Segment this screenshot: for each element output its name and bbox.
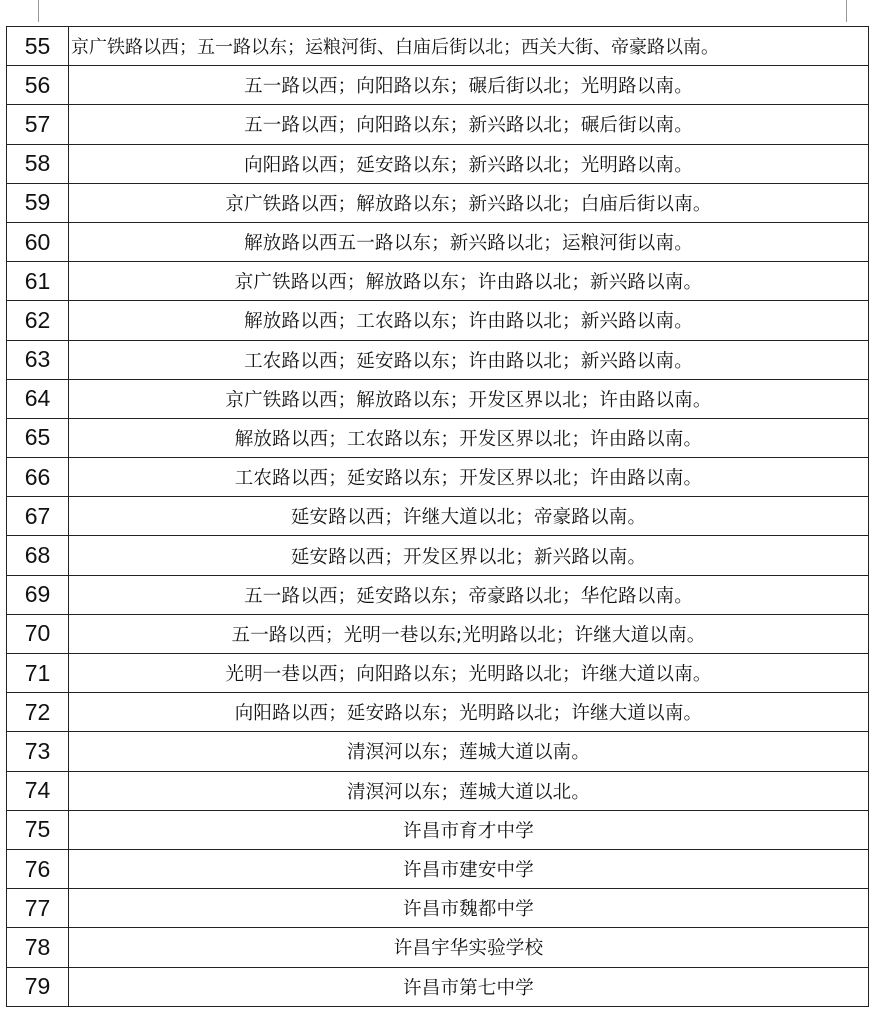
row-number: 63 <box>7 340 69 379</box>
row-number: 58 <box>7 144 69 183</box>
row-description: 向阳路以西；延安路以东；光明路以北；许继大道以南。 <box>69 693 869 732</box>
row-description: 京广铁路以西；解放路以东；新兴路以北；白庙后街以南。 <box>69 183 869 222</box>
row-number: 78 <box>7 928 69 967</box>
table-row <box>7 614 869 653</box>
row-number: 79 <box>7 967 69 1006</box>
row-number: 55 <box>7 27 69 66</box>
table-row <box>7 262 869 301</box>
table-row <box>7 654 869 693</box>
right-margin-mark <box>846 0 847 22</box>
row-description: 清溟河以东；莲城大道以北。 <box>69 771 869 810</box>
row-number: 75 <box>7 810 69 849</box>
table-row <box>7 458 869 497</box>
table-row <box>7 810 869 849</box>
row-number: 64 <box>7 379 69 418</box>
row-number: 65 <box>7 418 69 457</box>
table-row <box>7 732 869 771</box>
row-number: 57 <box>7 105 69 144</box>
row-description: 解放路以西；工农路以东；开发区界以北；许由路以南。 <box>69 418 869 457</box>
row-number: 67 <box>7 497 69 536</box>
row-number: 77 <box>7 889 69 928</box>
row-description: 工农路以西；延安路以东；开发区界以北；许由路以南。 <box>69 458 869 497</box>
table-row <box>7 27 869 66</box>
table-row <box>7 928 869 967</box>
row-description: 许昌市第七中学 <box>69 967 869 1006</box>
row-number: 60 <box>7 222 69 261</box>
row-number: 74 <box>7 771 69 810</box>
table-row <box>7 183 869 222</box>
left-margin-mark <box>38 0 39 22</box>
row-description: 五一路以西；向阳路以东；新兴路以北；碾后街以南。 <box>69 105 869 144</box>
row-description: 许昌市育才中学 <box>69 810 869 849</box>
row-number: 70 <box>7 614 69 653</box>
table-row <box>7 849 869 888</box>
row-description: 许昌市建安中学 <box>69 849 869 888</box>
row-number: 62 <box>7 301 69 340</box>
row-number: 68 <box>7 536 69 575</box>
table-row <box>7 66 869 105</box>
row-description: 五一路以西；延安路以东；帝豪路以北；华佗路以南。 <box>69 575 869 614</box>
table-row <box>7 771 869 810</box>
table-row <box>7 536 869 575</box>
table-row <box>7 340 869 379</box>
row-description: 延安路以西；开发区界以北；新兴路以南。 <box>69 536 869 575</box>
row-number: 73 <box>7 732 69 771</box>
row-description: 京广铁路以西；五一路以东；运粮河街、白庙后街以北；西关大街、帝豪路以南。 <box>69 27 869 66</box>
row-description: 五一路以西；向阳路以东；碾后街以北；光明路以南。 <box>69 66 869 105</box>
row-description: 向阳路以西；延安路以东；新兴路以北；光明路以南。 <box>69 144 869 183</box>
district-table-body <box>7 27 869 1007</box>
table-row <box>7 301 869 340</box>
table-row <box>7 889 869 928</box>
row-number: 56 <box>7 66 69 105</box>
table-row <box>7 418 869 457</box>
row-number: 59 <box>7 183 69 222</box>
row-description: 五一路以西；光明一巷以东;光明路以北；许继大道以南。 <box>69 614 869 653</box>
row-number: 66 <box>7 458 69 497</box>
row-description: 延安路以西；许继大道以北；帝豪路以南。 <box>69 497 869 536</box>
table-row <box>7 575 869 614</box>
row-description: 许昌宇华实验学校 <box>69 928 869 967</box>
district-table <box>6 26 869 1007</box>
row-description: 光明一巷以西；向阳路以东；光明路以北；许继大道以南。 <box>69 654 869 693</box>
row-description: 京广铁路以西；解放路以东；许由路以北；新兴路以南。 <box>69 262 869 301</box>
table-row <box>7 105 869 144</box>
row-description: 京广铁路以西；解放路以东；开发区界以北；许由路以南。 <box>69 379 869 418</box>
table-row <box>7 222 869 261</box>
row-number: 69 <box>7 575 69 614</box>
row-number: 72 <box>7 693 69 732</box>
table-row <box>7 379 869 418</box>
row-number: 71 <box>7 654 69 693</box>
table-row <box>7 693 869 732</box>
row-number: 76 <box>7 849 69 888</box>
row-description: 解放路以西五一路以东；新兴路以北；运粮河街以南。 <box>69 222 869 261</box>
table-row <box>7 967 869 1006</box>
row-description: 许昌市魏都中学 <box>69 889 869 928</box>
row-description: 工农路以西；延安路以东；许由路以北；新兴路以南。 <box>69 340 869 379</box>
row-description: 清溟河以东；莲城大道以南。 <box>69 732 869 771</box>
table-row <box>7 144 869 183</box>
row-number: 61 <box>7 262 69 301</box>
row-description: 解放路以西；工农路以东；许由路以北；新兴路以南。 <box>69 301 869 340</box>
table-row <box>7 497 869 536</box>
